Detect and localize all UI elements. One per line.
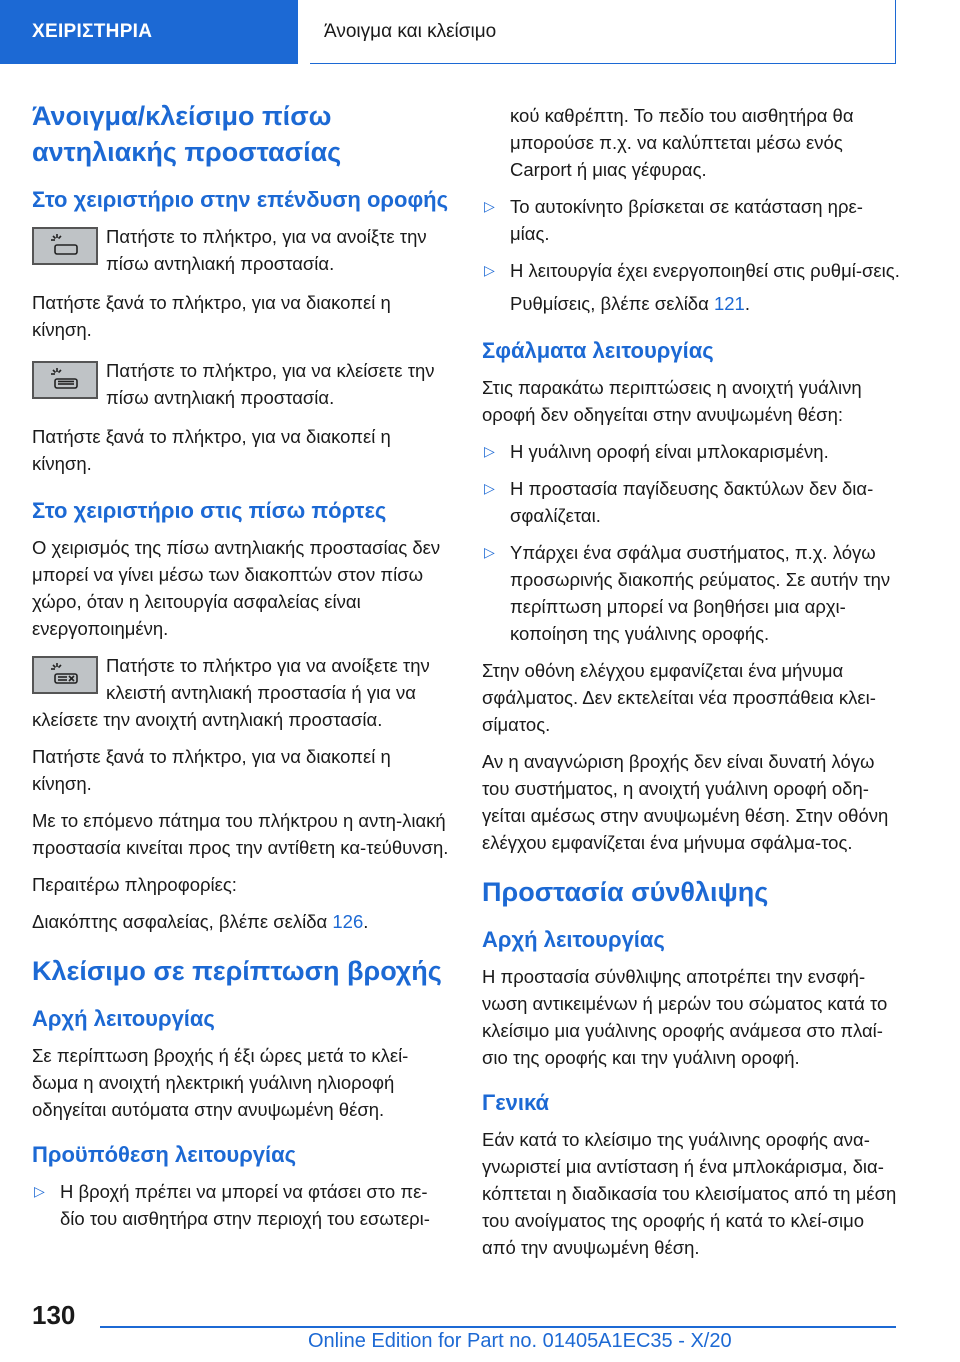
subtitle-headliner-control: Στο χειριστήριο στην επένδυση οροφής: [32, 187, 449, 212]
settings-reference: Ρυθμίσεις, βλέπε σελίδα 121.: [510, 293, 750, 314]
toggle-sunblind-row: [32, 652, 450, 733]
triangle-bullet-icon: ▷: [34, 1183, 45, 1199]
chapter-label: Άνοιγμα και κλείσιμο: [324, 20, 497, 42]
chapter-header: [310, 0, 896, 64]
subtitle-principle: Αρχή λειτουργίας: [482, 927, 665, 952]
more-info-label: Περαιτέρω πληροφορίες:: [32, 874, 237, 895]
paragraph: Πατήστε ξανά το πλήκτρο, για να διακοπεί η κίνηση.: [32, 292, 391, 340]
triangle-bullet-icon: ▷: [484, 480, 495, 496]
list-item: ▷ Η βροχή πρέπει να μπορεί να φτάσει στο πε-δίο του αισθητήρα στην περιοχή του εσωτερι-: [32, 1178, 450, 1232]
close-sunblind-text: Πατήστε το πλήκτρο, για να κλείσετε την πίσω αντηλιακή προστασία.: [106, 360, 435, 408]
title-pinch-protection: Προστασία σύνθλιψης: [482, 877, 769, 907]
sunblind-close-button-icon: [32, 361, 98, 399]
list-item: ▷ Το αυτοκίνητο βρίσκεται σε κατάσταση ηρε-μίας.: [482, 193, 900, 247]
subtitle-malfunctions: Σφάλματα λειτουργίας: [482, 338, 714, 363]
left-column: [32, 98, 450, 1242]
triangle-bullet-icon: ▷: [484, 262, 495, 278]
list-item: ▷ Η προστασία παγίδευσης δακτύλων δεν δια-σφαλίζεται.: [482, 475, 900, 529]
paragraph: Ο χειρισμός της πίσω αντηλιακής προστασίας δεν μπορεί να γίνει μέσω των διακοπτών στον πίσω χώρο, όταν η λειτουργία ασφαλείας είναι ενεργοποιημένη.: [32, 537, 441, 639]
subtitle-general: Γενικά: [482, 1090, 550, 1115]
malfunctions-list: [482, 438, 900, 647]
paragraph: Η προστασία σύνθλιψης αποτρέπει την ενσφή-νωση αντικειμένων ή μερών του σώματος κατά το κλείσιμο μια γυάλινης οροφής ανάμεσα στο πλαί-σιο της οροφής και την γυάλινη οροφή.: [482, 966, 888, 1068]
paragraph: Πατήστε ξανά το πλήκτρο, για να διακοπεί η κίνηση.: [32, 426, 391, 474]
subtitle-requirement: Προϋπόθεση λειτουργίας: [32, 1142, 297, 1167]
toggle-sunblind-text: Πατήστε το πλήκτρο για να ανοίξετε την κλειστή αντηλιακή προστασία ή για να κλείσετε την ανοιχτή αντηλιακή προστασία.: [32, 655, 430, 730]
subtitle-principle: Αρχή λειτουργίας: [32, 1006, 215, 1031]
open-sunblind-row: [32, 223, 450, 287]
list-item: ▷ Η λειτουργία έχει ενεργοποιηθεί στις ρυθμί-σεις.: [482, 257, 900, 284]
paragraph: Με το επόμενο πάτημα του πλήκτρου η αντη-λιακή προστασία κινείται προς την αντίθετη κα-τεύθυνση.: [32, 810, 449, 858]
list-continuation: κού καθρέπτη. Το πεδίο του αισθητήρα θα μπορούσε π.χ. να καλύπτεται μέσω ενός Carport ή μιας γέφυρας.: [510, 105, 854, 180]
triangle-bullet-icon: ▷: [484, 198, 495, 214]
sunblind-toggle-button-icon: [32, 656, 98, 694]
triangle-bullet-icon: ▷: [484, 544, 495, 560]
paragraph: Σε περίπτωση βροχής ή έξι ώρες μετά το κλεί-δωμα η ανοιχτή ηλεκτρική γυάλινη ηλιοροφή οδηγείται αυτόματα στην ανυψωμένη θέση.: [32, 1045, 409, 1120]
subtitle-rear-doors-control: Στο χειριστήριο στις πίσω πόρτες: [32, 498, 387, 523]
close-sunblind-row: [32, 357, 450, 421]
footer-divider: [100, 1326, 896, 1328]
title-rear-sunblind: Άνοιγμα/κλείσιμο πίσω αντηλιακής προστασίας: [32, 101, 342, 167]
list-item: ▷ Η γυάλινη οροφή είναι μπλοκαρισμένη.: [482, 438, 900, 465]
requirements-list-cont: [482, 193, 900, 284]
sunblind-open-button-icon: [32, 227, 98, 265]
triangle-bullet-icon: ▷: [484, 443, 495, 459]
section-tab: [0, 0, 298, 64]
edition-footer: Online Edition for Part no. 01405A1EC35 - X/20: [308, 1330, 732, 1352]
open-sunblind-text: Πατήστε το πλήκτρο, για να ανοίξτε την πίσω αντηλιακή προστασία.: [106, 226, 427, 274]
list-item: ▷ Υπάρχει ένα σφάλμα συστήματος, π.χ. λόγω προσωρινής διακοπής ρεύματος. Σε αυτήν την περίπτωση μπορεί να βοηθήσει μια αρχι-κοποίηση της γυάλινης οροφής.: [482, 539, 900, 647]
safety-switch-reference: Διακόπτης ασφαλείας, βλέπε σελίδα 126.: [32, 911, 369, 932]
page-link[interactable]: 121: [713, 293, 745, 314]
title-rain-closing: Κλείσιμο σε περίπτωση βροχής: [32, 956, 442, 986]
right-column: [482, 98, 900, 1271]
paragraph: Πατήστε ξανά το πλήκτρο, για να διακοπεί η κίνηση.: [32, 746, 391, 794]
page-link[interactable]: 126: [332, 911, 364, 932]
paragraph: Στην οθόνη ελέγχου εμφανίζεται ένα μήνυμα σφάλματος. Δεν εκτελείται νέα προσπάθεια κλει-σίματος.: [482, 660, 876, 735]
paragraph: Αν η αναγνώριση βροχής δεν είναι δυνατή λόγω του συστήματος, η ανοιχτή γυάλινη οροφή οδη-γείται αμέσως στην ανυψωμένη θέση. Στην οθόνη ελέγχου εμφανίζεται ένα μήνυμα σφάλμα-τος.: [482, 751, 889, 853]
requirements-list: [32, 1178, 450, 1232]
section-label: ΧΕΙΡΙΣΤΗΡΙΑ: [32, 21, 153, 42]
paragraph: Εάν κατά το κλείσιμο της γυάλινης οροφής ανα-γνωριστεί μια αντίσταση ή ένα μπλοκάρισμα, δια-κόπτεται η διαδικασία του κλεισίματος από τη μέση του ανοίγματος της οροφής ή κατά το κλεί-σιμο από την ανυψωμένη θέση.: [482, 1129, 897, 1258]
paragraph: Στις παρακάτω περιπτώσεις η ανοιχτή γυάλινη οροφή δεν οδηγείται στην ανυψωμένη θέση:: [482, 377, 862, 425]
page-number: 130: [32, 1300, 76, 1330]
